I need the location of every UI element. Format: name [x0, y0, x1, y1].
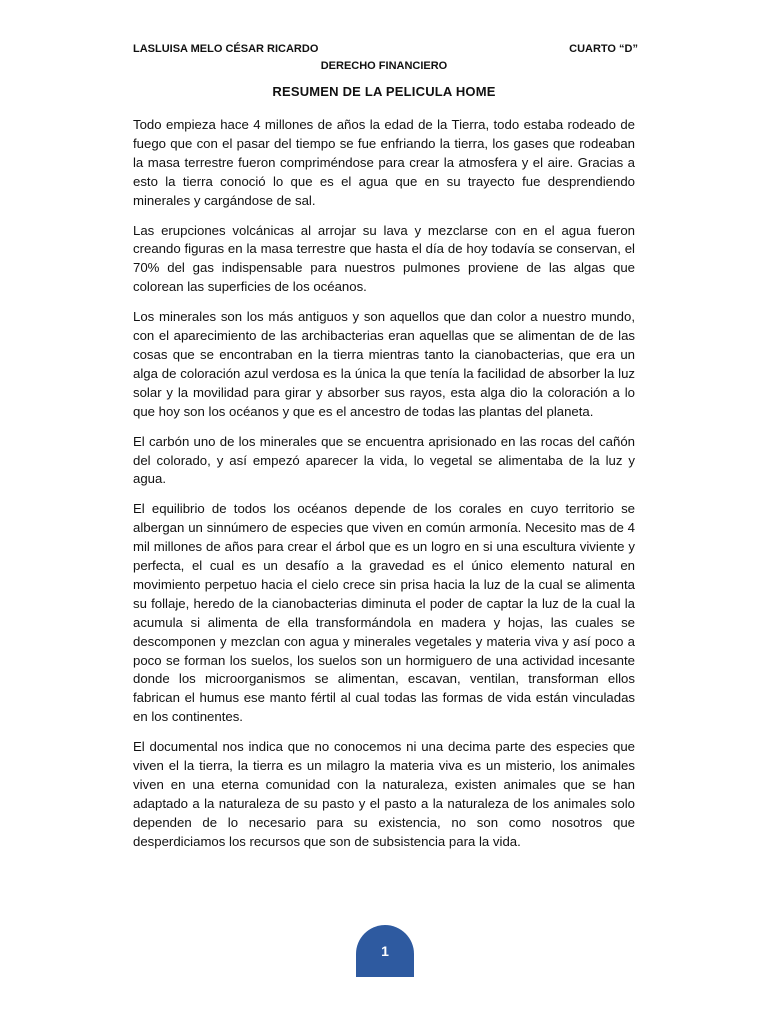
subject-heading: DERECHO FINANCIERO	[320, 60, 448, 72]
author-name: LASLUISA MELO CÉSAR RICARDO	[133, 43, 319, 55]
paragraph-1: Todo empieza hace 4 millones de años la edad de la Tierra, todo estaba rodeado de fuego que con el pasar del tiempo se fue enfriando la tierra, los gases que rodeaban la masa terrestre fueron compriméndose para crear la atmosfera y el aire. Gracias a esto la tierra conoció lo que es el agua que en su trayecto fue desprendiendo minerales y cargándose de sal.	[133, 117, 635, 208]
page-number-badge	[356, 925, 414, 977]
paragraph-6: El documental nos indica que no conocemos ni una decima parte des especies que viven el la tierra, la tierra es un milagro la materia viva es un misterio, los animales viven en una eterna comunidad con la naturaleza, existen animales que se han adaptado a la naturaleza de su pasto y el pasto a la naturaleza de los animales solo dependen de lo necesario para su existencia, no son como nosotros que desperdiciamos los recursos que son de subsistencia para la vida.	[133, 739, 635, 849]
document-title: RESUMEN DE LA PELICULA HOME	[272, 84, 496, 99]
paragraph-4: El carbón uno de los minerales que se encuentra aprisionado en las rocas del cañón del colorado, y así empezó aparecer la vida, lo vegetal se alimentaba de la luz y agua.	[133, 433, 635, 487]
grade-label: CUARTO “D”	[569, 43, 638, 55]
paragraph-3: Los minerales son los más antiguos y son aquellos que dan color a nuestro mundo, con el aparecimiento de las archibacterias eran aquellas que se alimentan de de las cosas que se encontraban en la tierra mientras tanto la cianobacterias, que era un alga de coloración azul verdosa es la única la que tenía la facilidad de absorber la luz solar y la movilidad para girar y absorber sus rayos, esta alga dio la coloración a lo que hoy son los océanos y que es el ancestro de todas las plantas del planeta.	[133, 309, 635, 419]
paragraph-5: El equilibrio de todos los océanos depende de los corales en cuyo territorio se albergan un sinnúmero de especies que viven en común armonía. Necesito mas de 4 mil millones de años para crear el árbol que es un logro en si una escultura viviente y perfecta, el cual es un desafío a la gravedad es el único elemento natural en movimiento perpetuo hacia el cielo crece sin prisa hacia la luz de la cual se alimenta su follaje, heredo de la cianobacterias diminuta el poder de captar la luz de la cual la acumula si alimenta de ella transformándola en madera y hojas, las cuales se descomponen y mezclan con agua y minerales vegetales y materia viva y así poco a poco se forman los suelos, los suelos son un hormiguero de una actividad incesante donde los microorganismos se alimentan, escavan, ventilan, transforman ellos fabrican el humus ese manto fértil al cual todas las formas de vida están vinculadas en los continentes.	[133, 501, 635, 725]
paragraph-2: Las erupciones volcánicas al arrojar su lava y mezclarse con en el agua fueron creando figuras en la masa terrestre que hasta el día de hoy todavía se conservan, el 70% del gas indispensable para nuestros pulmones proviene de las algas que colorean las superficies de los océanos.	[133, 222, 635, 295]
page-number: 1	[381, 943, 389, 959]
document-body	[133, 116, 635, 863]
